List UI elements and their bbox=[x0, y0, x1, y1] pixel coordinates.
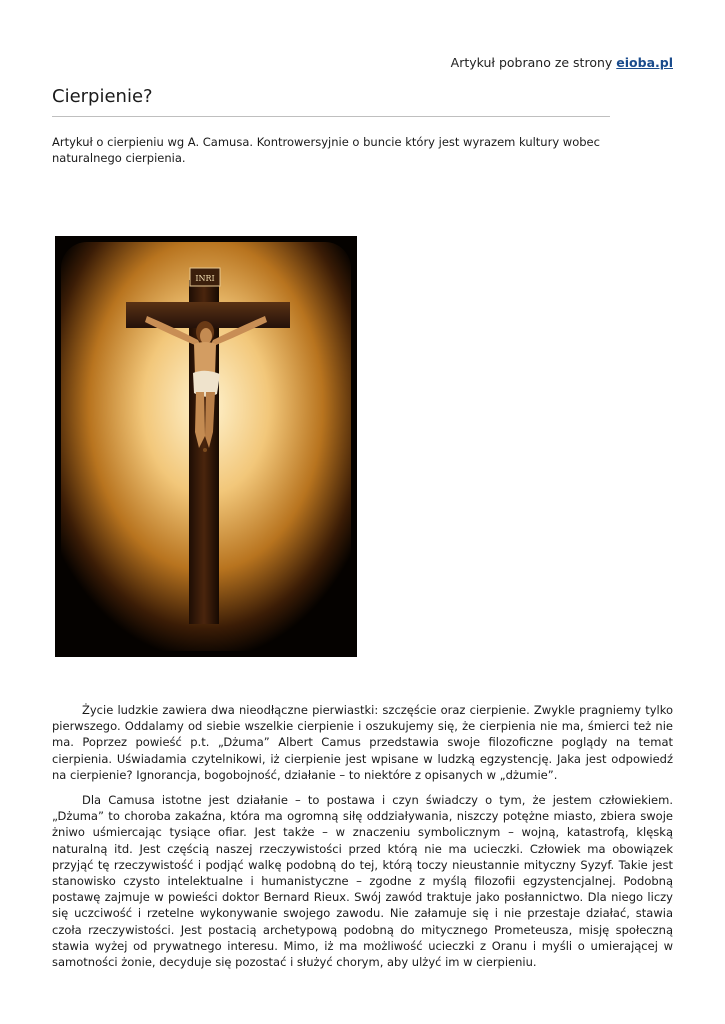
paragraph: Dla Camusa istotne jest działanie – to postawa i czyn świadczy o tym, że jestem człowiekiem. „Dżuma” to choroba zakaźna, która ma ogromną siłę oddziaływania, niszczy potężne miasto, zbiera swoje żniwo uśmiercając tysiące ofiar. Jest także – w znaczeniu symbolicznym – wojną, katastrofą, klęską naturalną itd. Jest częścią naszej rzeczywistości przed którą nie ma ucieczki. Człowiek ma obowiązek przyjąć tę rzeczywistość i podjąć walkę podobną do tej, którą toczy nieustannie mityczny Syzyf. Takie jest stanowisko czysto intelektualne i humanistyczne – zgodne z myślą filozofii egzystencjalnej. Podobną postawę zajmuje w powieści doktor Bernard Rieux. Swój zawód traktuje jako posłannictwo. Dla niego liczy się uczciwość i rzetelne wykonywanie swojego zawodu. Nie załamuje się i nie przestaje działać, stawia czoła rzeczywistości. Jest postacią archetypową podobną do mitycznego Prometeusza, misję społeczną stawia wyżej od prywatnego interesu. Mimo, iż ma możliwość ucieczki z Oranu i myśli o umierającej w samotności żonie, decyduje się pozostać i służyć chorym, aby ulżyć im w cierpieniu. bbox=[52, 793, 673, 970]
source-prefix: Artykuł pobrano ze strony bbox=[450, 55, 617, 70]
cross-inscription: INRI bbox=[195, 274, 215, 283]
paragraph: Życie ludzkie zawiera dwa nieodłączne pierwiastki: szczęście oraz cierpienie. Zwykle pragniemy tylko pierwszego. Oddalamy od siebie wszelkie cierpienie i oszukujemy się, że cierpienia nie ma, śmierci też nie ma. Poprzez powieść p.t. „Dżuma” Albert Camus przedstawia swoje filozoficzne poglądy na temat cierpienia. Uświadamia czytelnikowi, iż cierpienie jest wpisane w ludzką egzystencję. Jaka jest odpowiedź na cierpienie? Ignorancja, bogobojność, działanie – to niektóre z opisanych w „dżumie”. bbox=[52, 703, 673, 782]
page-title: Cierpienie? bbox=[52, 86, 153, 107]
crucifix-photo bbox=[55, 236, 357, 657]
article-lead: Artykuł o cierpieniu wg A. Camusa. Kontrowersyjnie o buncie który jest wyrazem kultury wobec naturalnego cierpienia. bbox=[52, 135, 600, 165]
source-link[interactable]: eioba.pl bbox=[616, 55, 673, 70]
article-body bbox=[52, 702, 673, 979]
source-line bbox=[451, 55, 673, 70]
title-divider bbox=[52, 116, 610, 117]
